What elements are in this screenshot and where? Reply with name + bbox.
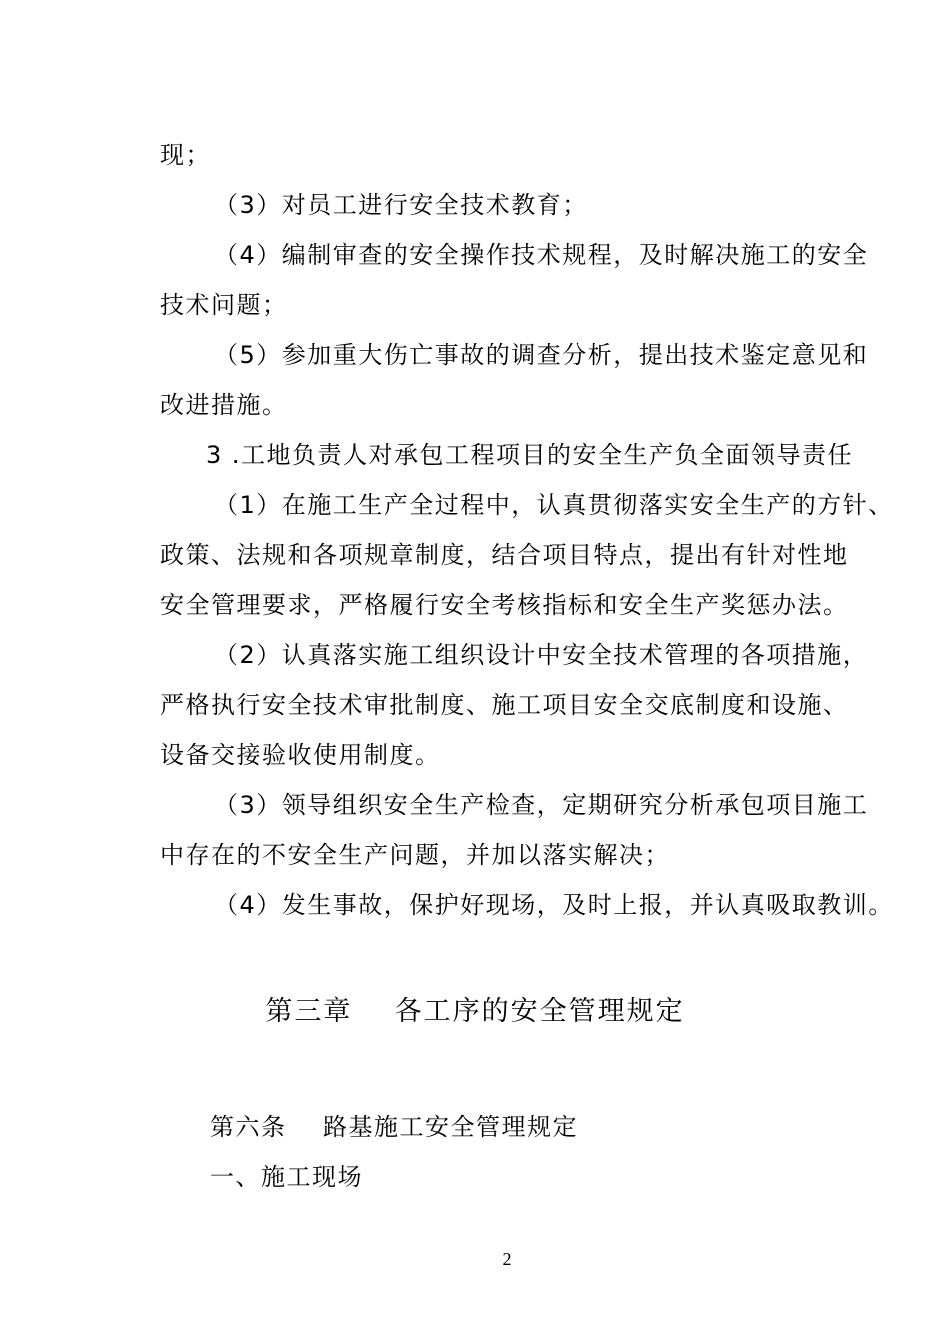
paragraph-line: （4）发生事故，保护好现场，及时上报，并认真吸取教训。 [214,891,894,919]
paragraph-line: 改进措施。 [160,391,288,419]
section-heading-line: 3 .工地负责人对承包工程项目的安全生产负全面领导责任 [206,441,854,469]
paragraph-line: （2）认真落实施工组织设计中安全技术管理的各项措施， [214,641,869,669]
paragraph-line: （5）参加重大伤亡事故的调查分析，提出技术鉴定意见和 [214,341,869,369]
paragraph-line: （3）领导组织安全生产检查，定期研究分析承包项目施工 [214,791,869,819]
paragraph-line: （4）编制审查的安全操作技术规程，及时解决施工的安全 [214,241,869,269]
chapter-title: 第三章 各工序的安全管理规定 [265,996,685,1027]
article-title: 第六条 路基施工安全管理规定 [210,1113,579,1141]
paragraph-line: 现； [160,141,211,169]
paragraph-line: 安全管理要求，严格履行安全考核指标和安全生产奖惩办法。 [160,591,849,619]
paragraph-line: （1）在施工生产全过程中，认真贯彻落实安全生产的方针、 [214,491,894,519]
paragraph-line: 政策、法规和各项规章制度，结合项目特点，提出有针对性地 [160,541,849,569]
paragraph-line: （3）对员工进行安全技术教育； [214,191,588,219]
subsection-title: 一、施工现场 [210,1163,363,1191]
paragraph-line: 技术问题； [160,291,288,319]
paragraph-line: 严格执行安全技术审批制度、施工项目安全交底制度和设施、 [160,691,849,719]
paragraph-line: 中存在的不安全生产问题，并加以落实解决； [160,841,670,869]
paragraph-line: 设备交接验收使用制度。 [160,741,441,769]
page-number: 2 [502,1249,512,1269]
